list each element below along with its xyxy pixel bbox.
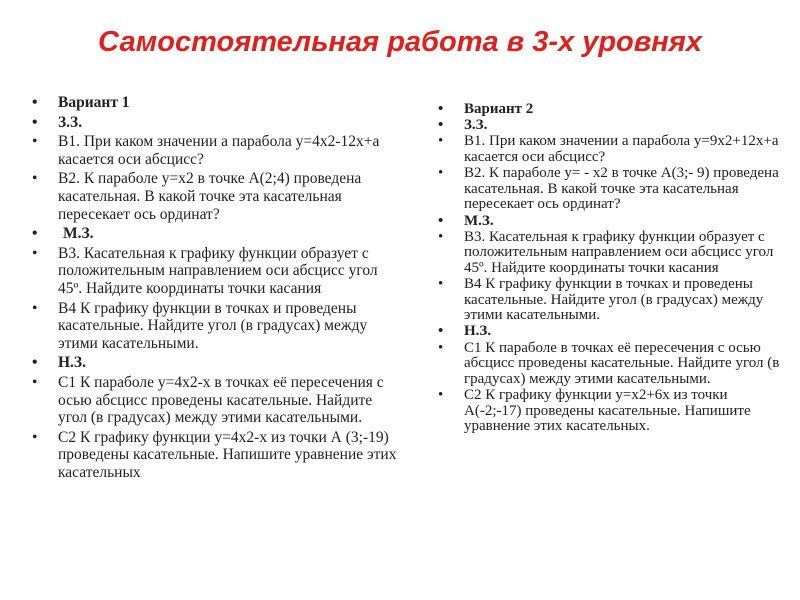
task-c1: • С1 К параболе в точках её пересечения с осью абсцисс проведены касательные. Найдите угол (в градусах) между этими касательными. <box>438 341 780 388</box>
task-c2: • С2 К графику функции у=4х2-х из точки А (3;-19) проведены касательные. Напишите уравнение этих касательных <box>32 429 402 482</box>
task-b3: • В3. Касательная к графику функции образует с положительным направлением оси абсцисс угол 45º. Найдите координаты точки касания <box>438 230 780 277</box>
task-b3: • В3. Касательная к графику функции образует с положительным направлением оси абсцисс угол 45º. Найдите координаты точки касания <box>32 245 402 298</box>
level-high-heading: • Н.З. <box>32 354 402 372</box>
task-b4: • В4 К графику функции в точках и проведены касательные. Найдите угол (в градусах) между этими касательными. <box>32 300 402 353</box>
variant-1-heading: • Вариант 1 <box>32 94 402 112</box>
variant-2-heading: • Вариант 2 <box>438 102 780 118</box>
variant-1-list <box>32 94 402 483</box>
task-b1: • В1. При каком значении а парабола у=4х2-12х+а касается оси абсцисс? <box>32 133 402 168</box>
level-basic-heading: • З.З. <box>438 118 780 134</box>
task-c1: • С1 К параболе у=4х2-х в точках её пересечения с осью абсцисс проведены касательные. Найдите угол (в градусах) между этими касательными. <box>32 374 402 427</box>
task-b2: • В2. К параболе у=х2 в точке А(2;4) проведена касательная. В какой точке эта касательная пересекает ось ординат? <box>32 170 402 223</box>
slide-title: Самостоятельная работа в 3-х уровнях <box>97 26 703 58</box>
level-medium-label: М.З. <box>63 225 94 243</box>
task-b4: • В4 К графику функции в точках и проведены касательные. Найдите угол (в градусах) между этими касательными. <box>438 277 780 324</box>
task-b2: • В2. К параболе у= - х2 в точке А(3;- 9) проведена касательная. В какой точке эта касательная пересекает ось ординат? <box>438 166 780 213</box>
level-basic-heading: • З.З. <box>32 114 402 132</box>
level-medium-heading <box>32 225 402 243</box>
task-c2: • С2 К графику функции у=х2+6х из точки А(-2;-17) проведены касательные. Напишите уравнение этих касательных. <box>438 388 780 435</box>
variant-2-list <box>438 102 780 435</box>
level-medium-heading: • М.З. <box>438 214 780 230</box>
level-high-heading: • Н.З. <box>438 324 780 340</box>
task-b1: • В1. При каком значении а парабола у=9х2+12х+а касается оси абсцисс? <box>438 134 780 165</box>
